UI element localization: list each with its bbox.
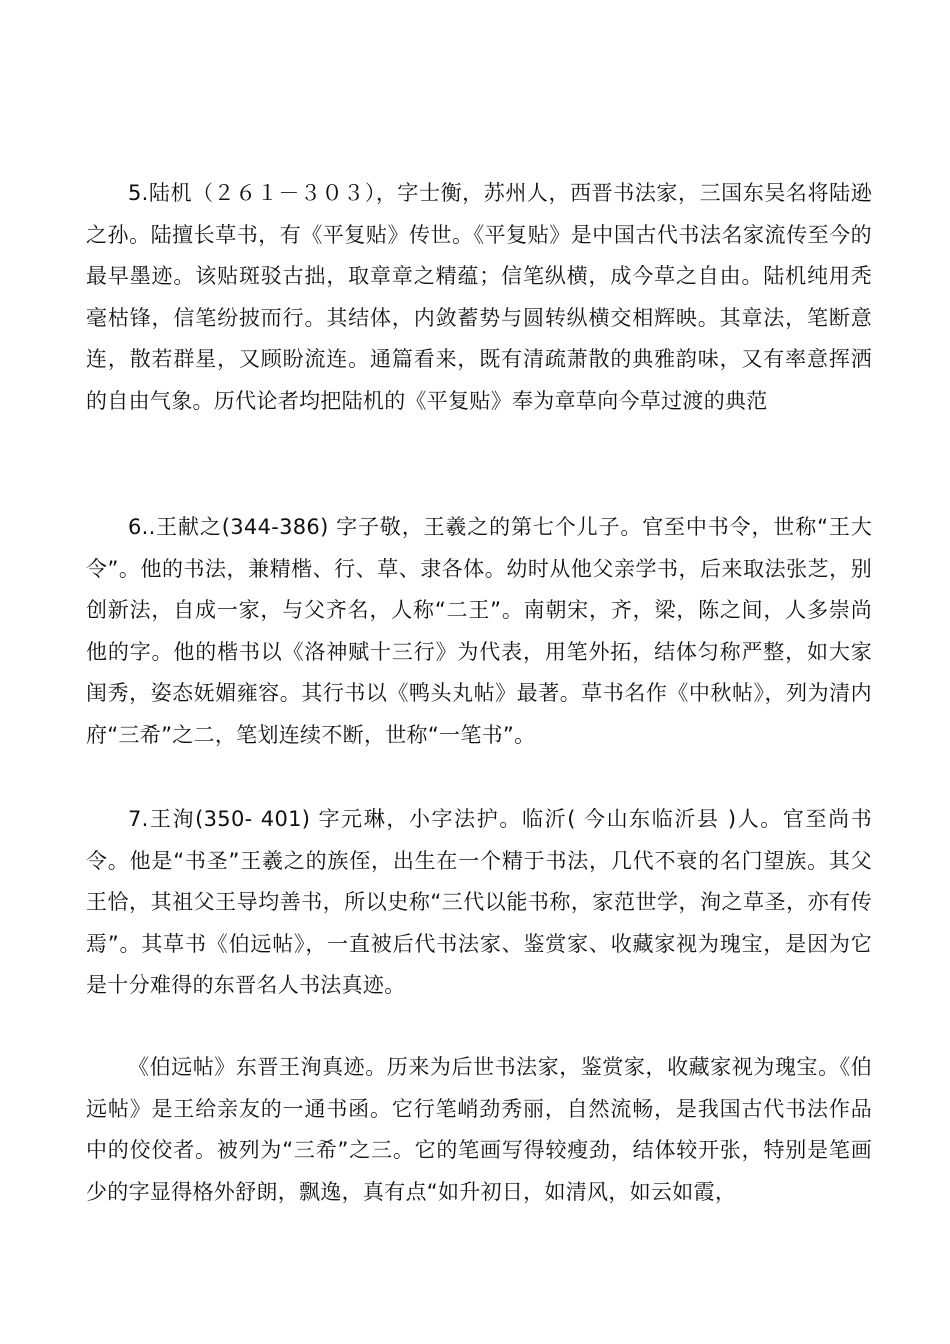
paragraph-lu-ji: 5.陆机（２６１－３０３），字士衡，苏州人，西晋书法家，三国东吴名将陆逊之孙。陆擅长草书，有《平复贴》传世。《平复贴》是中国古代书法名家流传至今的最早墨迹。该贴斑驳古拙，取章章之精蕴；信笔纵横，成今草之自由。陆机纯用秃毫枯锋，信笔纷披而行。其结体，内敛蓄势与圆转纵横交相辉映。其章法，笔断意连，散若群星，又顾盼流连。通篇看来，既有清疏萧散的典雅韵味，又有率意挥洒的自由气象。历代论者均把陆机的《平复贴》奉为章草向今草过渡的典范 — [86, 181, 872, 413]
paragraph-boyuan-tie: 《伯远帖》东晋王洵真迹。历来为后世书法家，鉴赏家，收藏家视为瑰宝。《伯远帖》是王给亲友的一通书函。它行笔峭劲秀丽，自然流畅，是我国古代书法作品中的佼佼者。被列为“三希”之三。它的笔画写得较瘦劲，结体较开张，特别是笔画少的字显得格外舒朗，飘逸，真有点“如升初日，如清风，如云如霞， — [86, 1055, 872, 1204]
paragraph-wang-xun: 7.王洵(350- 401) 字元琳，小字法护。临沂( 今山东临沂县 )人。官至尚书令。他是“书圣”王羲之的族侄，出生在一个精于书法，几代不衰的名门望族。其父王恰，其祖父王导均善书，所以史称“三代以能书称，家范世学，洵之草圣，亦有传焉”。其草书《伯远帖》，一直被后代书法家、鉴赏家、收藏家视为瑰宝，是因为它是十分难得的东晋名人书法真迹。 — [86, 807, 872, 997]
paragraph-wang-xianzhi: 6..王献之(344-386) 字子敬，王羲之的第七个儿子。官至中书令，世称“王大令”。他的书法，兼精楷、行、草、隶各体。幼时从他父亲学书，后来取法张芝，别创新法，自成一家，与父齐名，人称“二王”。南朝宋，齐，梁，陈之间，人多崇尚他的字。他的楷书以《洛神赋十三行》为代表，用笔外拓，结体匀称严整，如大家闺秀，姿态妩媚雍容。其行书以《鸭头丸帖》最著。草书名作《中秋帖》，列为清内府“三希”之二，笔划连续不断，世称“一笔书”。 — [86, 515, 872, 747]
